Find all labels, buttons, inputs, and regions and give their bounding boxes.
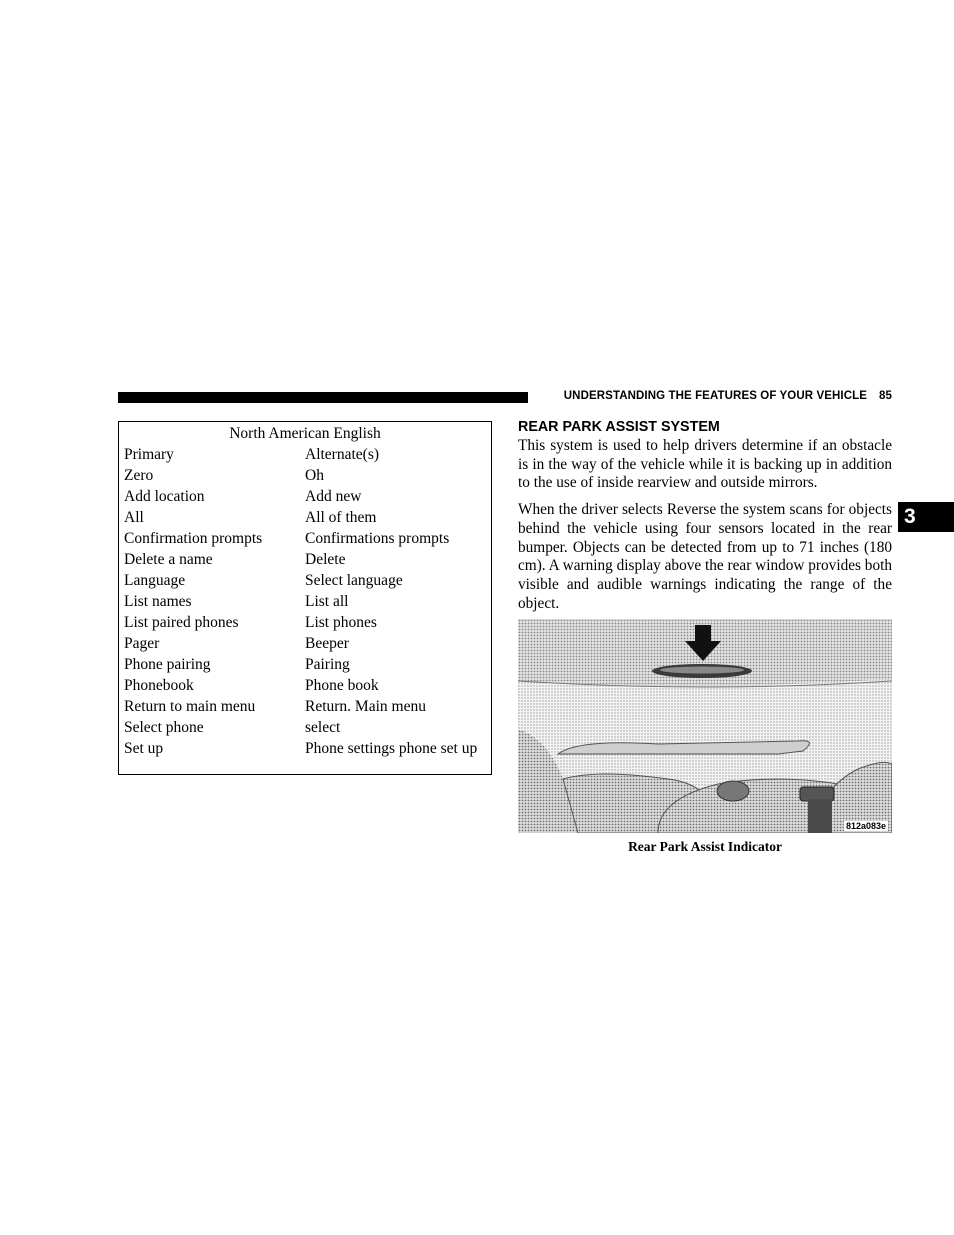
alternate-command: Pairing xyxy=(305,656,350,673)
table-row xyxy=(119,549,491,570)
alternate-command: Phone book xyxy=(305,677,379,694)
rear-park-assist-section xyxy=(518,418,892,613)
figure-code: 812a083e xyxy=(845,821,886,831)
primary-command: Language xyxy=(124,572,186,589)
voice-command-table xyxy=(118,421,492,775)
table-body xyxy=(119,444,491,759)
alternate-command: Add new xyxy=(305,488,362,505)
table-row xyxy=(119,612,491,633)
table-row xyxy=(119,486,491,507)
primary-command: Pager xyxy=(124,635,160,652)
alternate-command: List all xyxy=(305,593,349,610)
primary-command: All xyxy=(124,509,144,526)
primary-command: List paired phones xyxy=(124,614,239,631)
table-caption: North American English xyxy=(229,425,381,442)
primary-command: Delete a name xyxy=(124,551,213,568)
running-header xyxy=(538,390,892,402)
table-row xyxy=(119,654,491,675)
header-rule xyxy=(118,392,528,403)
chapter-tab xyxy=(898,502,954,532)
alternate-command: Select language xyxy=(305,572,403,589)
alternate-command: Beeper xyxy=(305,635,349,652)
table-row xyxy=(119,507,491,528)
primary-command: Set up xyxy=(124,740,164,757)
table-row xyxy=(119,696,491,717)
alternate-command: Confirmations prompts xyxy=(305,530,450,547)
alternate-command: Return. Main menu xyxy=(305,698,426,715)
alternate-command: All of them xyxy=(305,509,377,526)
primary-command: Phonebook xyxy=(124,677,194,694)
alternate-command: Phone settings phone set up xyxy=(305,740,478,757)
alternate-command: select xyxy=(305,719,341,736)
primary-command: Return to main menu xyxy=(124,698,256,715)
primary-command: Select phone xyxy=(124,719,204,736)
chapter-title: UNDERSTANDING THE FEATURES OF YOUR VEHICLE xyxy=(563,390,867,402)
section-heading: REAR PARK ASSIST SYSTEM xyxy=(518,419,720,435)
table-row xyxy=(119,444,491,465)
table-row xyxy=(119,675,491,696)
table-row xyxy=(119,570,491,591)
table-row xyxy=(119,717,491,738)
alternate-command: Delete xyxy=(305,551,346,568)
alternate-command: Oh xyxy=(305,467,324,484)
figure-caption: Rear Park Assist Indicator xyxy=(628,839,782,854)
headliner-illustration xyxy=(518,619,892,833)
table-row xyxy=(119,633,491,654)
paragraph-operation: When the driver selects Reverse the system scans for objects behind the vehicle using four sensors located in the rear bumper. Objects can be detected from up to 71 inches (180 cm). A warning display above the rear window provides both visible and audible warnings indicating the range of the object. xyxy=(518,501,892,612)
primary-command: Confirmation prompts xyxy=(124,530,263,547)
alternate-command: List phones xyxy=(305,614,377,631)
table-row xyxy=(119,465,491,486)
primary-command: Zero xyxy=(124,467,154,484)
table-row xyxy=(119,738,491,759)
rear-park-assist-illustration xyxy=(518,619,892,833)
table-row xyxy=(119,528,491,549)
alternate-command: Alternate(s) xyxy=(305,446,380,463)
page-number: 85 xyxy=(879,390,892,402)
primary-command: List names xyxy=(124,593,192,610)
chapter-tab-number: 3 xyxy=(904,505,916,528)
paragraph-intro: This system is used to help drivers determine if an obstacle is in the way of the vehicle while it is backing up in addition to the use of inside rearview and outside mirrors. xyxy=(518,437,892,492)
table-row xyxy=(119,591,491,612)
primary-command: Add location xyxy=(124,488,205,505)
primary-command: Primary xyxy=(124,446,174,463)
primary-command: Phone pairing xyxy=(124,656,211,673)
